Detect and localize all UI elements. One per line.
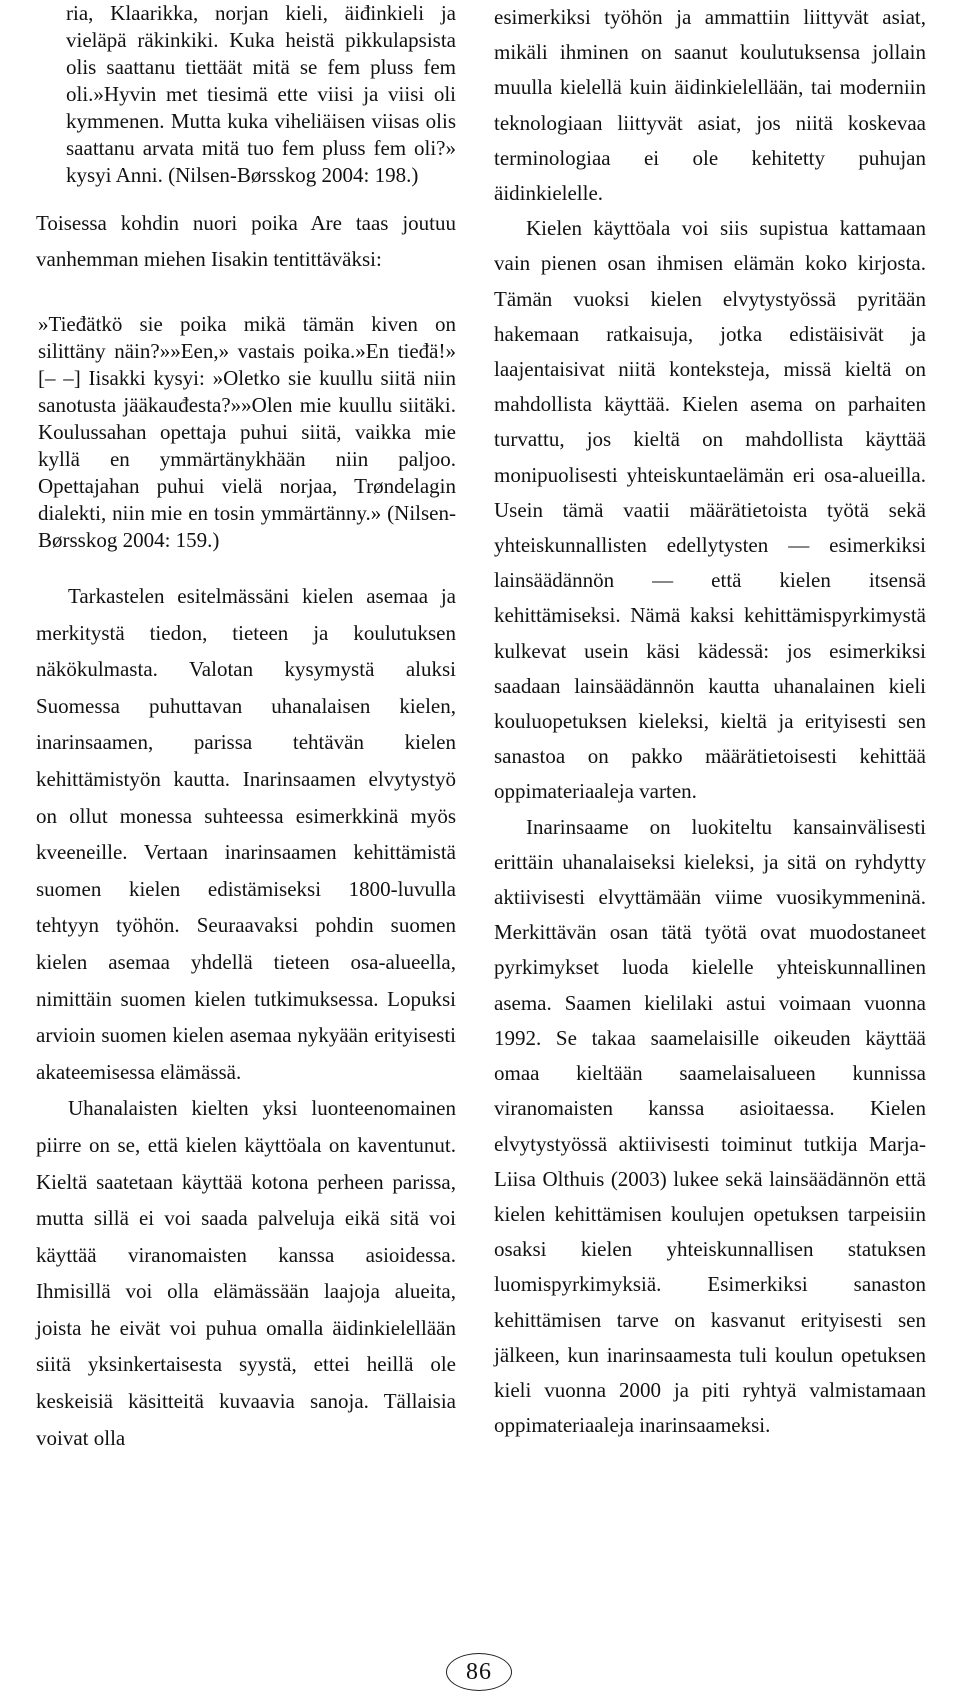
body-paragraph: Tarkastelen esitelmässäni kielen asemaa ja merkitystä tiedon, tieteen ja koulutuksen näkökulmasta. Valotan kysymystä aluksi Suomessa puhuttavan uhanalaisen kielen, inarinsaamen, parissa tehtävän kielen kehittämistyön kautta. Inarinsaamen elvytystyö on ollut monessa suhteessa esimerkkinä myös kveeneille. Vertaan inarinsaamen kehittämistä suomen kielen edistämiseksi 1800-luvulla tehtyyn työhön. Seuraavaksi pohdin suomen kielen asemaa yhdellä tieteen osa-alueella, nimittäin suomen kielen tutkimuksessa. Lopuksi arvioin suomen kielen asemaa nykyään erityisesti akateemisessa elämässä.: [36, 584, 456, 1084]
right-column: [494, 0, 926, 1443]
page-number: 86: [446, 1653, 512, 1691]
body-paragraph: Uhanalaisten kielten yksi luonteenomainen piirre on se, että kielen käyttöala on kaventunut. Kieltä saatetaan käyttää kotona perheen parissa, mutta sillä ei voi saada palveluja eikä sitä voi käyttää viranomaisten kanssa asioidessa. Ihmisillä voi olla elämässään laajoja alueita, joista he eivät voi puhua omalla äidinkielellään siitä yksinkertaisesta syystä, ettei heillä ole keskeisiä käsitteitä kuvaavia sanoja. Tällaisia voivat olla: [36, 1096, 456, 1450]
body-paragraph: Kielen käyttöala voi siis supistua kattamaan vain pienen osan ihmisen elämän koko kirjosta. Tämän vuoksi kielen elvytystyössä pyritään hakemaan ratkaisuja, jotka edistäisivät ja laajentaisivat niitä konteksteja, missä kieltä on mahdollista käyttää. Kielen asema on parhaiten turvattu, jos kieltä on mahdollista käyttää monipuolisesti yhteiskuntaelämän eri osa-alueilla. Usein tämä vaatii määrätietoista työtä sekä yhteiskunnallisten edellytysten — esimerkiksi lainsäädännön — että kielen itsensä kehittämiseksi. Nämä kaksi kehittämispyrkimystä kulkevat usein käsi kädessä: jos esimerkiksi saadaan lainsäädännön kautta uhanalainen kieli kouluopetuksen kieleksi, kieltä ja erityisesti sen sanastoa on pakko määrätietoisesti kehittää oppimateriaaleja varten.: [494, 216, 926, 804]
left-column: [36, 0, 456, 1456]
intro-paragraph: Toisessa kohdin nuori poika Are taas joutuu vanhemman miehen Iisakin tentittäväksi:: [36, 211, 456, 271]
left-body-text: [36, 578, 456, 1456]
body-paragraph: esimerkiksi työhön ja ammattiin liittyvät asiat, mikäli ihminen on saanut koulutuksensa jollain muulla kielellä kuin äidinkielellään, tai moderniin teknologiaan liittyvät asiat, jos niitä koskevaa terminologiaa ei ole kehitetty puhujan äidinkielelle.: [494, 5, 926, 206]
block-quote-1: ria, Klaarikka, norjan kieli, äiđinkieli ja vieläpä räkinkiki. Kuka heistä pikkulapsista olis saattanu tiettäät mitä se fem pluss fem oli.»Hyvin met tiesimä ette viisi ja viisi oli kymmenen. Mutta kuka viheliäisen viisas olis saattanu arvata mitä tuo fem pluss fem oli?» kysyi Anni. (Nilsen-Børsskog 2004: 198.): [66, 1, 456, 187]
body-paragraph: Inarinsaame on luokiteltu kansainvälisesti erittäin uhanalaiseksi kieleksi, ja sitä on ryhdytty aktiivisesti elvyttämään viime vuosikymmeninä. Merkittävän osan tätä työtä ovat muodostaneet pyrkimykset luoda kielelle yhteiskunnallinen asema. Saamen kielilaki astui voimaan vuonna 1992. Se takaa saamelaisille oikeuden käyttää omaa kieltään saamelaisalueen kunnissa viranomaisten kanssa asioitaessa. Kielen elvytystyössä aktiivisesti toiminut tutkija Marja-Liisa Olthuis (2003) lukee sekä lainsäädännön että kielen kehittämisen koulujen opetuksen tarpeisiin osaksi kielen yhteiskunnallisen statuksen luomispyrkimyksiä. Esimerkiksi sanaston kehittämisen tarve on kasvanut erityisesti sen jälkeen, kun inarinsaamesta tuli koulun opetuksen kieli vuonna 2000 ja piti ryhtyä valmistamaan oppimateriaaleja inarinsaameksi.: [494, 814, 926, 1438]
block-quote-2: »Tieđätkö sie poika mikä tämän kiven on silittäny näin?»»Een,» vastais poika.»En tieđä!» [– –] Iisakki kysyi: »Oletko sie kuullu siitä niin sanotusta jääkauđesta?»»Olen mie kuullu siitäki. Koulussahan opettaja puhui siitä, vaikka mie kyllä en ymmärtänykhään niin paljoo. Opettajahan puhui vielä norjaa, Trøndelagin dialekti, niin mie en tosin ymmärtänny.» (Nilsen-Børsskog 2004: 159.): [38, 312, 456, 552]
